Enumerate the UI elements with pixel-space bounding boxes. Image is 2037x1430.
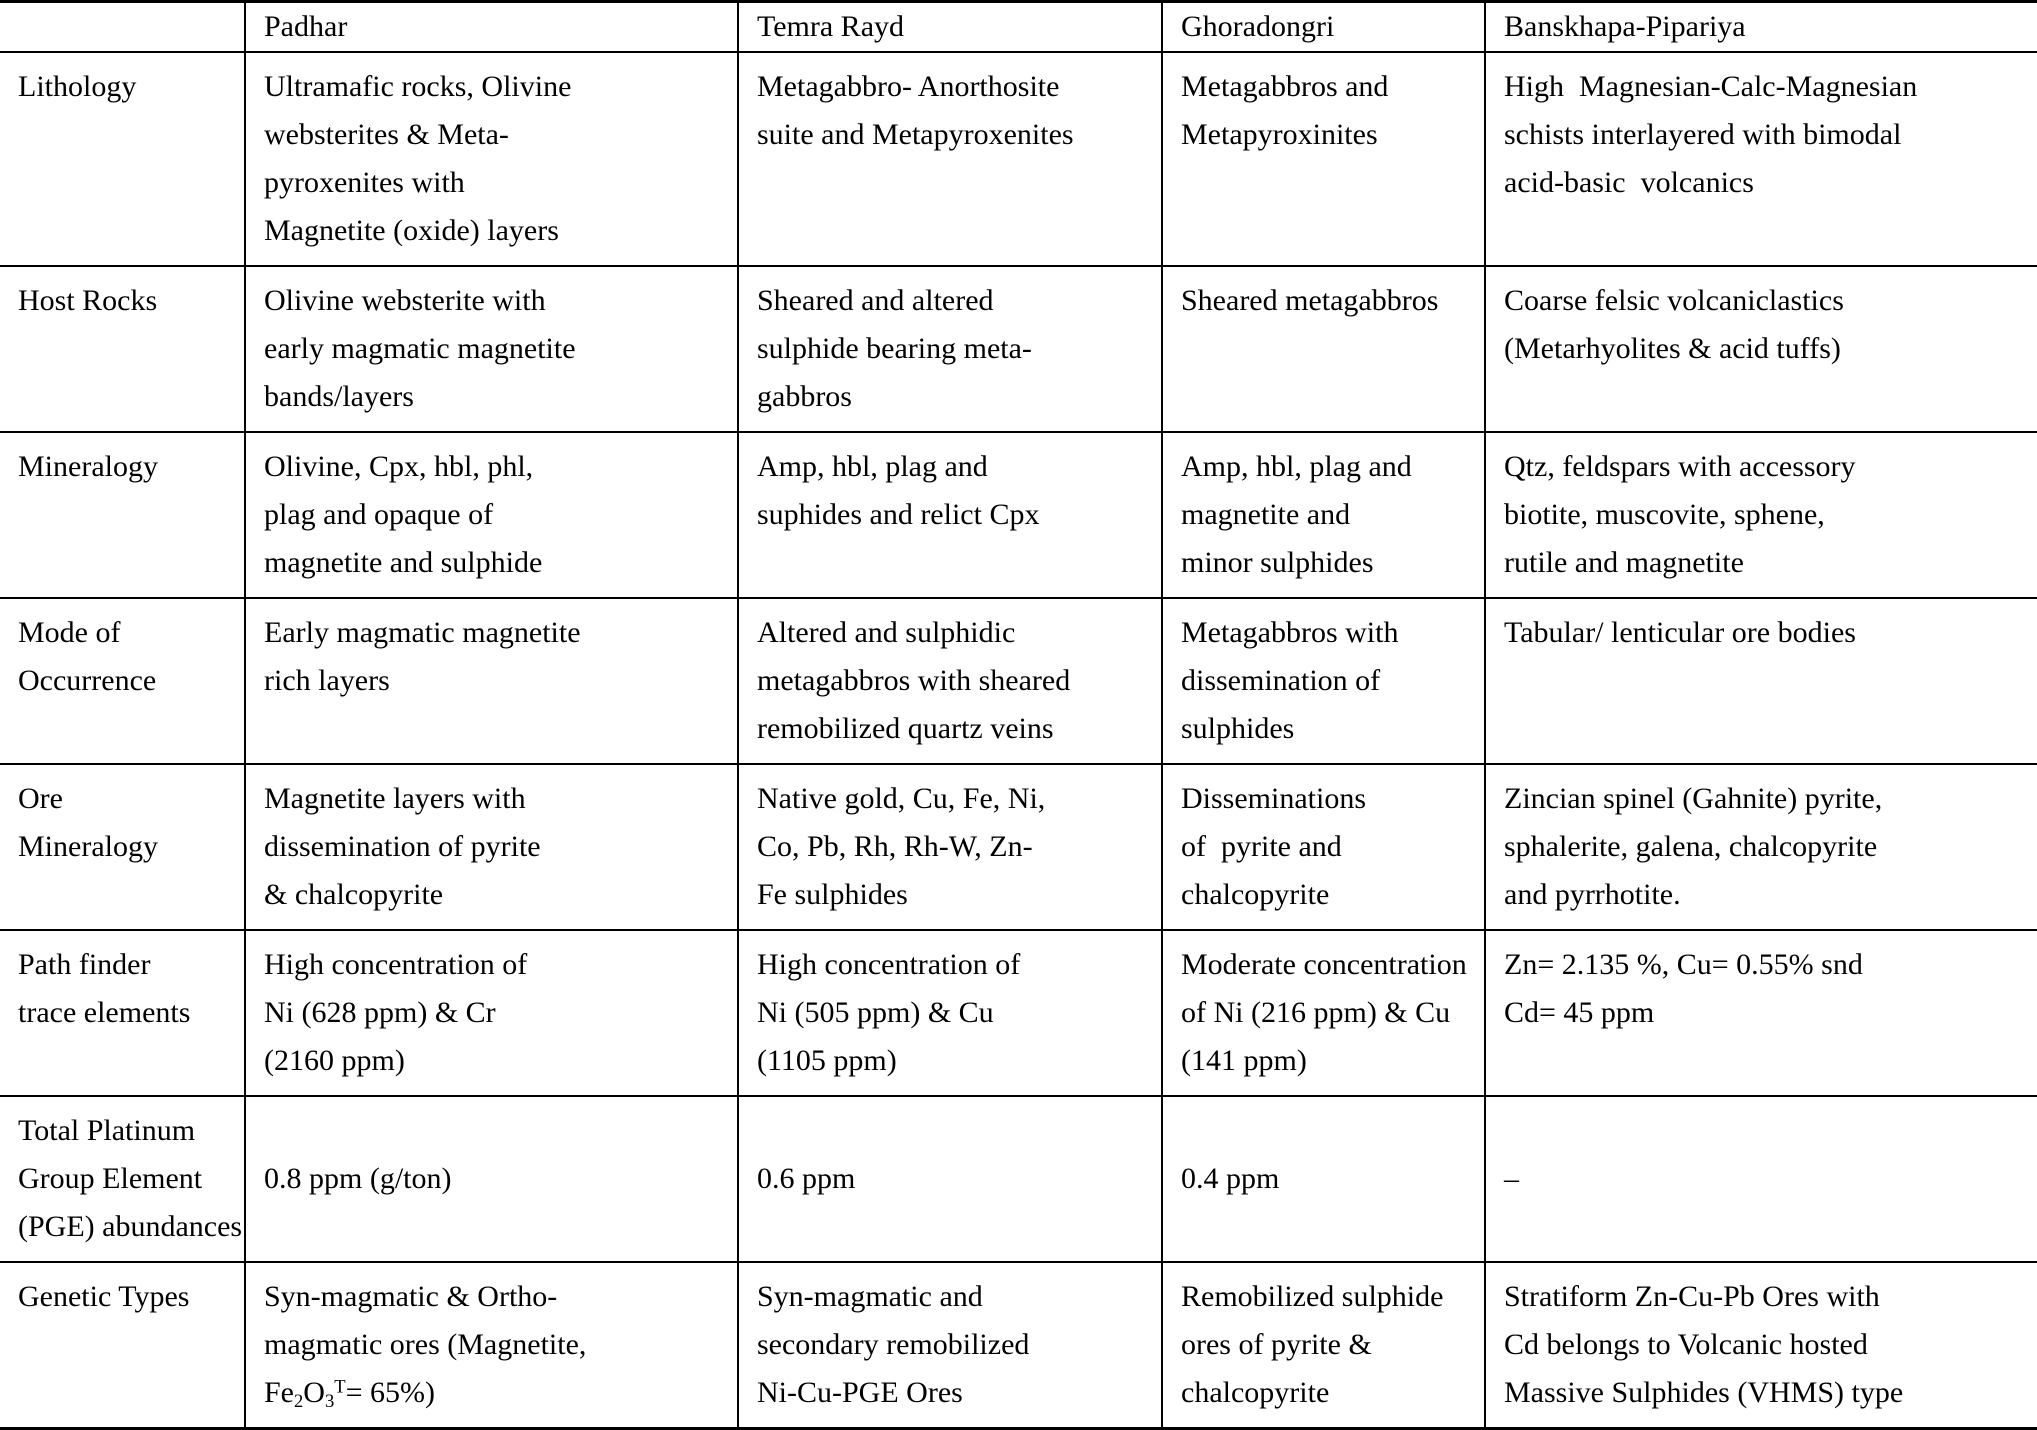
formula-o: O: [303, 1376, 325, 1409]
cell-host-rocks-temra-rayd: [738, 266, 1162, 432]
cell-line: plag and opaque of: [264, 498, 494, 531]
cell-line: pyroxenites with: [264, 166, 465, 199]
cell-line: (Metarhyolites & acid tuffs): [1504, 332, 1841, 365]
cell-mode-banskhapa: [1485, 598, 2037, 764]
cell-mineralogy-padhar: [245, 432, 738, 598]
cell-line: sulphide bearing meta-: [757, 332, 1032, 365]
row-label-pge-abundances: [0, 1096, 245, 1262]
cell-line: sphalerite, galena, chalcopyrite: [1504, 830, 1878, 863]
cell-line: 0.8 ppm (g/ton): [264, 1162, 452, 1195]
cell-line: Metagabbros with: [1181, 616, 1399, 649]
cell-line: Ultramafic rocks, Olivine: [264, 70, 572, 103]
cell-line: Ni-Cu-PGE Ores: [757, 1376, 963, 1409]
cell-line: dissemination of pyrite: [264, 830, 541, 863]
cell-line: Metagabbros and: [1181, 70, 1389, 103]
cell-lithology-temra-rayd: [738, 52, 1162, 266]
cell-line: rutile and magnetite: [1504, 546, 1744, 579]
cell-mode-temra-rayd: [738, 598, 1162, 764]
cell-line: Lithology: [18, 70, 137, 103]
cell-host-rocks-padhar: [245, 266, 738, 432]
table-header-row: [0, 2, 2037, 53]
cell-mineralogy-temra-rayd: [738, 432, 1162, 598]
cell-line: chalcopyrite: [1181, 1376, 1330, 1409]
cell-line: Occurrence: [18, 664, 157, 697]
formula-tail: = 65%): [345, 1376, 436, 1409]
cell-line: Ore: [18, 782, 63, 815]
cell-line: High concentration of: [757, 948, 1021, 981]
row-label-mineralogy: [0, 432, 245, 598]
cell-line: Amp, hbl, plag and: [757, 450, 988, 483]
cell-line: magnetite and sulphide: [264, 546, 543, 579]
cell-mineralogy-banskhapa: [1485, 432, 2037, 598]
cell-line: chalcopyrite: [1181, 878, 1330, 911]
cell-line: biotite, muscovite, sphene,: [1504, 498, 1825, 531]
table-row: [0, 930, 2037, 1096]
cell-line: Mineralogy: [18, 450, 158, 483]
cell-line: and pyrrhotite.: [1504, 878, 1681, 911]
cell-line: dissemination of: [1181, 664, 1381, 697]
cell-line: Cd= 45 ppm: [1504, 996, 1655, 1029]
header-corner-cell: [0, 2, 245, 53]
table-body: [0, 52, 2037, 1429]
table-row: [0, 1262, 2037, 1429]
cell-line: Total Platinum: [18, 1114, 196, 1147]
cell-ore-ghoradongri: [1162, 764, 1485, 930]
cell-line: Qtz, feldspars with accessory: [1504, 450, 1856, 483]
cell-line: –: [1504, 1162, 1519, 1195]
formula-fe-sub: 2: [294, 1391, 304, 1413]
cell-line: (2160 ppm): [264, 1044, 405, 1077]
cell-line: of pyrite and: [1181, 830, 1342, 863]
cell-lithology-banskhapa: [1485, 52, 2037, 266]
cell-line: suite and Metapyroxenites: [757, 118, 1074, 151]
cell-line: minor sulphides: [1181, 546, 1374, 579]
cell-line: Fe sulphides: [757, 878, 908, 911]
cell-line: Magnetite layers with: [264, 782, 526, 815]
formula-o-sub: 3: [324, 1391, 335, 1413]
genetic-padhar-line-1: Syn-magmatic & Ortho-: [264, 1280, 558, 1313]
cell-ore-padhar: [245, 764, 738, 930]
cell-line: Genetic Types: [18, 1280, 190, 1313]
cell-line: remobilized quartz veins: [757, 712, 1054, 745]
column-header-ghoradongri: Ghoradongri: [1162, 2, 1485, 53]
cell-line: Ni (505 ppm) & Cu: [757, 996, 994, 1029]
genetic-padhar-formula: [264, 1369, 723, 1417]
cell-line: 0.6 ppm: [757, 1162, 856, 1195]
cell-line: High Magnesian-Calc-Magnesian: [1504, 70, 1918, 103]
cell-line: sulphides: [1181, 712, 1295, 745]
cell-host-rocks-banskhapa: [1485, 266, 2037, 432]
cell-line: Moderate concentration: [1181, 948, 1467, 981]
cell-line: trace elements: [18, 996, 191, 1029]
cell-line: (141 ppm): [1181, 1044, 1307, 1077]
column-header-temra-rayd: Temra Rayd: [738, 2, 1162, 53]
cell-genetic-padhar: [245, 1262, 738, 1429]
cell-line: & chalcopyrite: [264, 878, 444, 911]
cell-line: Group Element: [18, 1162, 203, 1195]
cell-line: Massive Sulphides (VHMS) type: [1504, 1376, 1904, 1409]
cell-line: Metagabbro- Anorthosite: [757, 70, 1060, 103]
cell-line: Amp, hbl, plag and: [1181, 450, 1412, 483]
cell-line: ores of pyrite &: [1181, 1328, 1372, 1361]
cell-line: bands/layers: [264, 380, 414, 413]
row-label-path-finder: [0, 930, 245, 1096]
cell-line: Olivine websterite with: [264, 284, 546, 317]
cell-line: websterites & Meta-: [264, 118, 509, 151]
table-row: [0, 266, 2037, 432]
cell-mineralogy-ghoradongri: [1162, 432, 1485, 598]
cell-line: schists interlayered with bimodal: [1504, 118, 1902, 151]
table-row: [0, 432, 2037, 598]
cell-ore-banskhapa: [1485, 764, 2037, 930]
cell-line: suphides and relict Cpx: [757, 498, 1040, 531]
cell-pge-padhar: [245, 1096, 738, 1262]
cell-line: Stratiform Zn-Cu-Pb Ores with: [1504, 1280, 1880, 1313]
cell-genetic-banskhapa: [1485, 1262, 2037, 1429]
cell-line: Magnetite (oxide) layers: [264, 214, 559, 247]
cell-line: Ni (628 ppm) & Cr: [264, 996, 496, 1029]
cell-pge-ghoradongri: [1162, 1096, 1485, 1262]
cell-line: acid-basic volcanics: [1504, 166, 1754, 199]
row-label-host-rocks: [0, 266, 245, 432]
row-label-genetic-types: [0, 1262, 245, 1429]
cell-line: Olivine, Cpx, hbl, phl,: [264, 450, 534, 483]
cell-pathfinder-temra-rayd: [738, 930, 1162, 1096]
cell-line: gabbros: [757, 380, 852, 413]
cell-genetic-ghoradongri: [1162, 1262, 1485, 1429]
cell-line: 0.4 ppm: [1181, 1162, 1280, 1195]
formula-fe: Fe: [264, 1376, 294, 1409]
cell-line: Sheared metagabbros: [1181, 284, 1439, 317]
cell-line: Syn-magmatic and: [757, 1280, 983, 1313]
cell-line: Co, Pb, Rh, Rh-W, Zn-: [757, 830, 1033, 863]
formula-t-sup: T: [334, 1376, 346, 1398]
cell-line: (1105 ppm): [757, 1044, 897, 1077]
genetic-padhar-line-2: magmatic ores (Magnetite,: [264, 1328, 587, 1361]
cell-line: of Ni (216 ppm) & Cu: [1181, 996, 1451, 1029]
cell-mode-ghoradongri: [1162, 598, 1485, 764]
cell-line: rich layers: [264, 664, 390, 697]
cell-lithology-padhar: [245, 52, 738, 266]
cell-line: Host Rocks: [18, 284, 158, 317]
cell-host-rocks-ghoradongri: [1162, 266, 1485, 432]
cell-line: High concentration of: [264, 948, 528, 981]
cell-pathfinder-padhar: [245, 930, 738, 1096]
cell-line: Cd belongs to Volcanic hosted: [1504, 1328, 1868, 1361]
cell-line: Tabular/ lenticular ore bodies: [1504, 616, 1856, 649]
cell-line: secondary remobilized: [757, 1328, 1030, 1361]
cell-line: metagabbros with sheared: [757, 664, 1071, 697]
table-row: [0, 52, 2037, 266]
cell-line: Mode of: [18, 616, 121, 649]
cell-pathfinder-banskhapa: [1485, 930, 2037, 1096]
cell-ore-temra-rayd: [738, 764, 1162, 930]
cell-genetic-temra-rayd: [738, 1262, 1162, 1429]
table-row: [0, 598, 2037, 764]
cell-line: Zn= 2.135 %, Cu= 0.55% snd: [1504, 948, 1863, 981]
cell-line: (PGE) abundances: [18, 1210, 243, 1243]
cell-line: Altered and sulphidic: [757, 616, 1016, 649]
row-label-ore-mineralogy: [0, 764, 245, 930]
cell-line: Zincian spinel (Gahnite) pyrite,: [1504, 782, 1883, 815]
cell-pge-banskhapa: [1485, 1096, 2037, 1262]
cell-line: Native gold, Cu, Fe, Ni,: [757, 782, 1046, 815]
cell-line: Early magmatic magnetite: [264, 616, 581, 649]
cell-mode-padhar: [245, 598, 738, 764]
column-header-banskhapa-pipariya: Banskhapa-Pipariya: [1485, 2, 2037, 53]
cell-line: Disseminations: [1181, 782, 1366, 815]
cell-lithology-ghoradongri: [1162, 52, 1485, 266]
column-header-padhar: Padhar: [245, 2, 738, 53]
cell-pge-temra-rayd: [738, 1096, 1162, 1262]
cell-line: Metapyroxinites: [1181, 118, 1378, 151]
table-row: [0, 1096, 2037, 1262]
cell-line: Remobilized sulphide: [1181, 1280, 1444, 1313]
cell-line: Coarse felsic volcaniclastics: [1504, 284, 1844, 317]
cell-line: magnetite and: [1181, 498, 1351, 531]
table-row: [0, 764, 2037, 930]
cell-line: Sheared and altered: [757, 284, 994, 317]
cell-pathfinder-ghoradongri: [1162, 930, 1485, 1096]
row-label-mode-of-occurrence: [0, 598, 245, 764]
row-label-lithology: [0, 52, 245, 266]
cell-line: Path finder: [18, 948, 151, 981]
cell-line: early magmatic magnetite: [264, 332, 576, 365]
cell-line: Mineralogy: [18, 830, 158, 863]
